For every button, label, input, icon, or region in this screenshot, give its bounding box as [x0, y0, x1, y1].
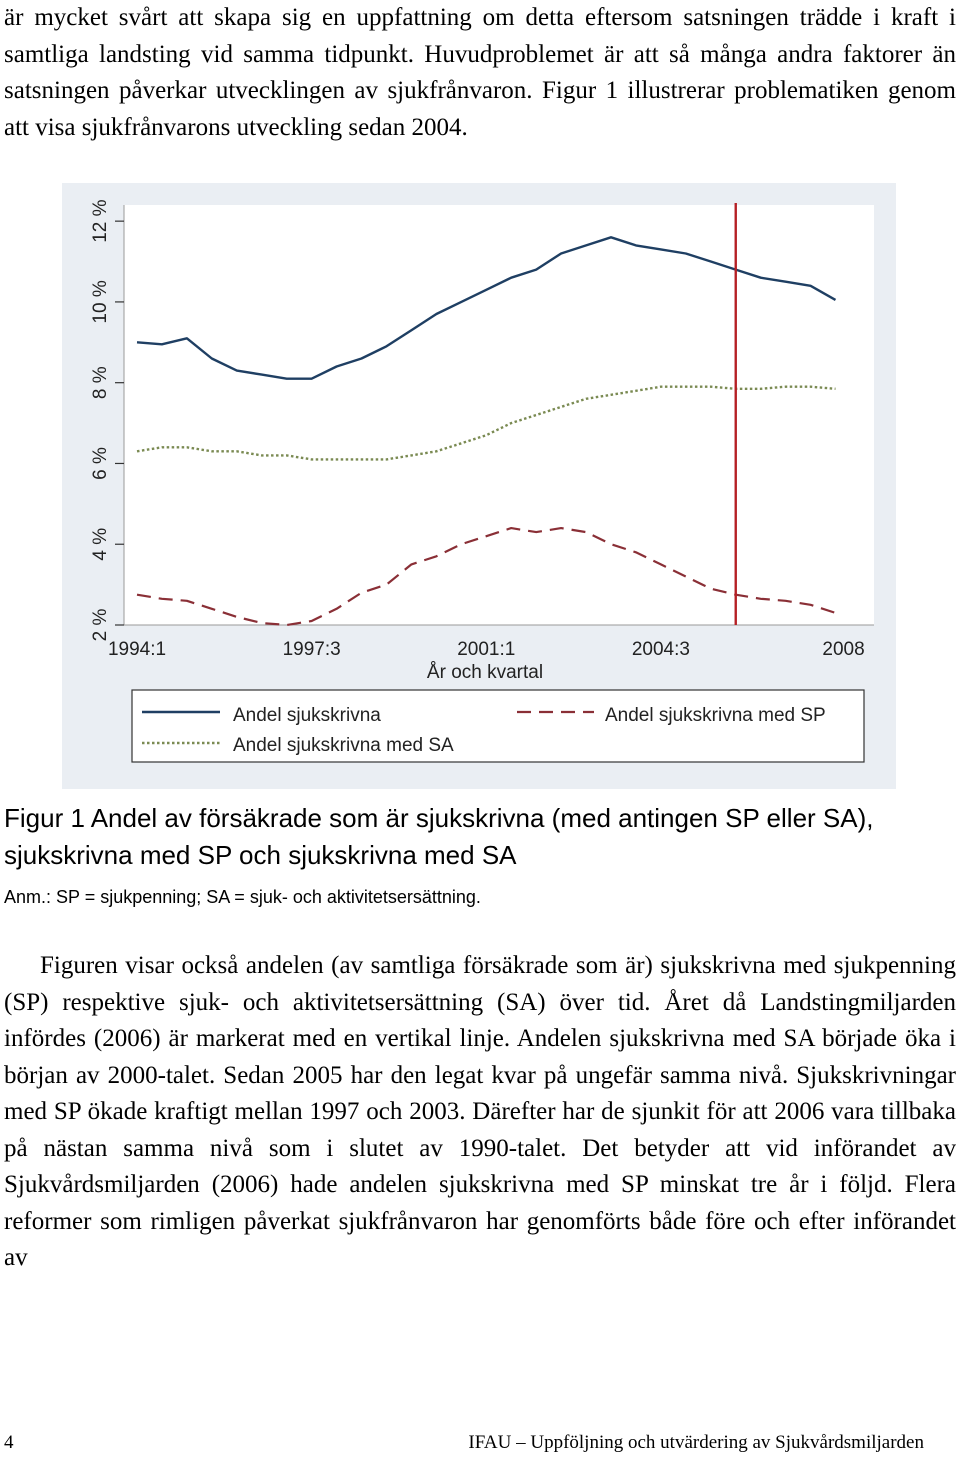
figure-1-chart	[62, 183, 896, 789]
x-tick-label: 1994:1	[107, 639, 167, 660]
plot-area	[124, 205, 874, 625]
y-tick-label: 2 %	[90, 608, 111, 642]
x-axis-label: År och kvartal	[426, 662, 544, 683]
y-tick-label: 4 %	[90, 527, 111, 561]
legend-label-sa: Andel sjukskrivna med SA	[233, 735, 454, 756]
y-tick-label: 10 %	[90, 280, 111, 324]
paragraph-intro: är mycket svårt att skapa sig en uppfattning om detta eftersom satsningen trädde i kraft i samtliga landsting vid samma tidpunkt. Huvudproblemet är att så många andra faktorer än satsningen påverkar utvecklingen av sjukfrånvaron. Figur 1 illustrerar problematiken genom att visa sjukfrånvarons utveckling sedan 2004.	[4, 4, 956, 141]
figure-caption: Figur 1 Andel av försäkrade som är sjukskrivna (med antingen SP eller SA), sjukskrivna med SP och sjukskrivna med SA	[4, 803, 874, 870]
y-tick-label: 12 %	[90, 199, 111, 243]
x-tick-label: 2004:3	[631, 639, 690, 660]
legend	[132, 690, 864, 762]
y-tick-label: 8 %	[90, 366, 111, 400]
page-footer	[0, 1432, 960, 1458]
y-tick-label: 6 %	[90, 447, 111, 480]
x-tick-label: 2008	[822, 639, 865, 660]
figure-note: Anm.: SP = sjukpenning; SA = sjuk- och aktivitetsersättning.	[4, 887, 481, 907]
legend-label-sp: Andel sjukskrivna med SP	[605, 705, 826, 726]
legend-label-total: Andel sjukskrivna	[233, 705, 381, 726]
x-tick-label: 2001:1	[457, 639, 516, 660]
x-tick-label: 1997:3	[282, 639, 341, 660]
line-chart	[62, 183, 896, 789]
page-number: 4	[4, 1432, 14, 1453]
running-title: IFAU – Uppföljning och utvärdering av Sjukvårdsmiljarden	[468, 1432, 924, 1453]
paragraph-body: Figuren visar också andelen (av samtliga försäkrade som är) sjukskrivna med sjukpenning (SP) respektive sjuk- och aktivitetsersättning (SA) över tid. Året då Landstingmiljarden infördes (2006) är markerat med en vertikal linje. Andelen sjukskrivna med SA började öka i början av 2000-talet. Sedan 2005 har den legat kvar på ungefär samma nivå. Sjukskrivningar med SP ökade kraftigt mellan 1997 och 2003. Därefter har de sjunkit för att 2006 vara tillbaka på nästan samma nivå som i slutet av 1990-talet. Det betyder att vid införandet av Sjukvårdsmiljarden (2006) hade andelen sjukskrivna med SP minskat tre år i följd. Flera reformer som rimligen påverkat sjukfrånvaron har genomförts både före och efter införandet av	[4, 952, 956, 1271]
